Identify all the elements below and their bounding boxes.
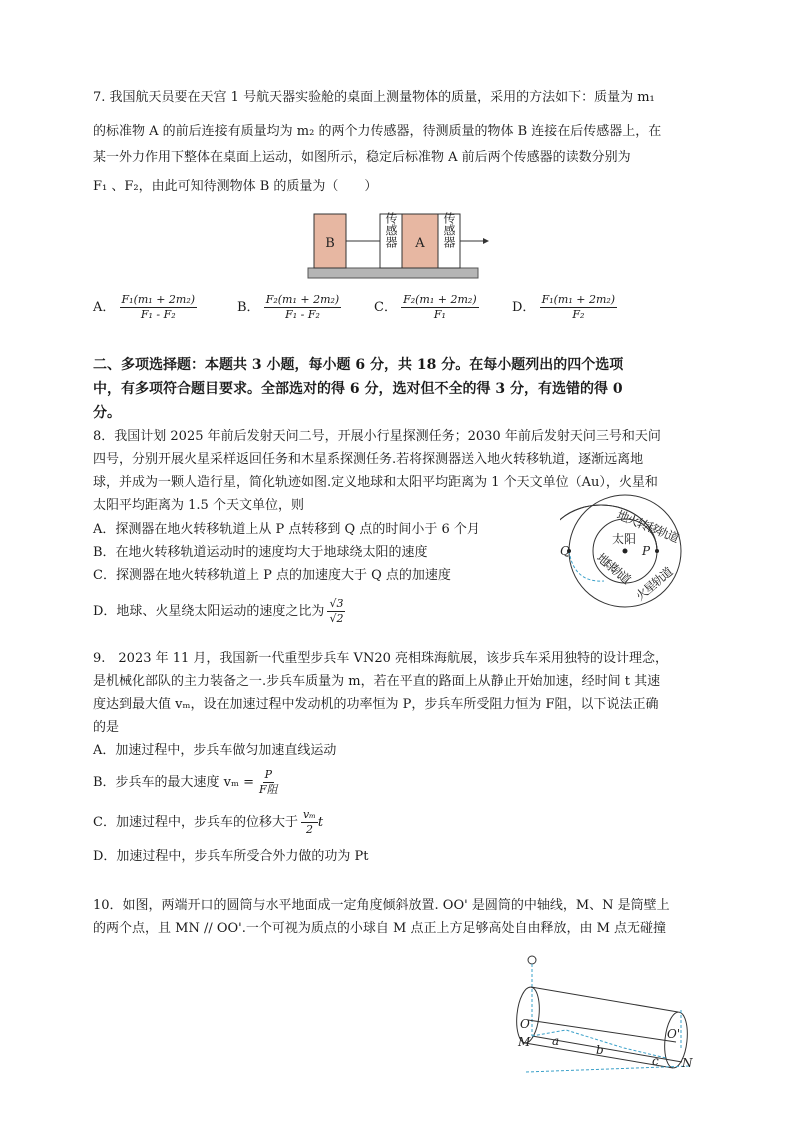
q9-option-b[interactable] [93, 768, 280, 797]
q7-option-d-denominator: F₂ [572, 308, 585, 321]
q7-line-2: 的标准物 A 的前后连接有质量均为 m₂ 的两个力传感器，待测质量的物体 B 连接在后传感器上，在 [93, 124, 662, 139]
q7-option-a-fraction [120, 293, 198, 322]
q7-sensor-diagram [300, 208, 490, 284]
q7-line-4: F₁ 、F₂，由此可知待测物体 B 的质量为（ ） [93, 179, 378, 194]
q8-option-d-denominator: √2 [329, 612, 344, 625]
q8-option-d-fraction [327, 597, 345, 626]
q10-cylinder-diagram [506, 950, 702, 1080]
label-m: M [518, 1035, 531, 1049]
q7-line-1: 7. 我国航天员要在天宫 1 号航天器实验舱的桌面上测量物体的质量，采用的方法如下：质量为 m₁ [93, 90, 655, 105]
section2-heading-line-2: 中，有多项符合题目要求。全部选对的得 6 分，选对但不全的得 3 分，有选错的得 0 [93, 381, 623, 397]
label-a: a [552, 1034, 560, 1048]
front-sensor-label: 传感器 [442, 212, 456, 248]
q8-option-b[interactable]: B．在地火转移轨道运动时的速度均大于地球绕太阳的速度 [93, 545, 428, 560]
point-p-label: P [642, 544, 651, 558]
q8-option-d[interactable] [93, 597, 345, 626]
q7-option-a-denominator: F₁ - F₂ [140, 308, 176, 321]
q7-line-3: 某一外力作用下整体在桌面上运动，如图所示，稳定后标准物 A 前后两个传感器的读数分别为 [93, 150, 631, 165]
q9-option-a[interactable]: A．加速过程中，步兵车做匀加速直线运动 [93, 743, 337, 758]
label-o-prime: O' [667, 1027, 681, 1041]
q10-line-2: 的两个点，且 MN // OO'.一个可视为质点的小球自 M 点正上方足够高处自由释放，由 M 点无碰撞 [93, 921, 667, 936]
q7-option-a-label: A． [93, 300, 116, 315]
q9-option-c-denominator: 2 [305, 823, 313, 836]
force-arrow-icon [483, 238, 489, 244]
q8-option-a[interactable]: A．探测器在地火转移轨道上从 P 点转移到 Q 点的时间小于 6 个月 [93, 522, 480, 537]
q9-option-b-numerator: P [264, 768, 273, 781]
q7-option-d-label: D． [512, 300, 536, 315]
q8-line-4: 太阳平均距离为 1.5 个天文单位，则 [93, 498, 304, 513]
ground-dashed [526, 1066, 691, 1072]
q7-option-d[interactable] [512, 293, 617, 322]
q7-option-b-denominator: F₁ - F₂ [285, 308, 320, 321]
q7-option-b[interactable] [237, 293, 341, 322]
q7-option-c-fraction [401, 293, 479, 322]
point-q-label: Q [560, 544, 570, 558]
q7-option-a[interactable] [93, 293, 197, 322]
q8-option-d-numerator: √3 [329, 597, 344, 610]
q9-option-b-fraction [257, 768, 280, 797]
q9-option-c-fraction [301, 808, 318, 837]
label-c: c [652, 1054, 659, 1068]
rear-sensor-label: 传感器 [384, 212, 398, 248]
q8-line-3: 球，并成为一颗人造行星，简化轨迹如图.定义地球和太阳平均距离为 1 个天文单位（Au），火星和 [93, 475, 658, 490]
q7-option-c-numerator: F₂(m₁ + 2m₂) [403, 293, 477, 306]
q7-option-c-denominator: F₁ [433, 308, 446, 321]
q8-orbit-diagram [560, 493, 700, 621]
q7-option-a-numerator: F₁(m₁ + 2m₂) [121, 293, 196, 306]
block-a-label: A [415, 236, 425, 251]
sun-label: 太阳 [612, 532, 637, 546]
q9-option-c-text: C．加速过程中，步兵车的位移大于 [93, 814, 298, 830]
q7-option-d-numerator: F₁(m₁ + 2m₂) [541, 293, 616, 306]
q8-line-1: 8．我国计划 2025 年前后发射天问二号，开展小行星探测任务；2030 年前后发射天问三号和天问 [93, 429, 661, 444]
q7-option-b-fraction [264, 293, 342, 322]
block-b-label: B [325, 236, 335, 251]
q9-line-1: 9. 2023 年 11 月，我国新一代重型步兵车 VN20 亮相珠海航展，该步兵车采用独特的设计理念， [93, 651, 668, 666]
transfer-orbit-label: 地火转移轨道 [614, 507, 682, 546]
label-o: O [520, 1017, 530, 1031]
q9-option-c-numerator: vₘ [302, 808, 316, 821]
section2-heading-line-1: 二、多项选择题：本题共 3 小题，每小题 6 分，共 18 分。在每小题列出的四个选项 [93, 357, 624, 373]
sun-dot [623, 549, 628, 554]
point-p-dot [655, 549, 659, 553]
q7-option-c-label: C． [374, 300, 397, 315]
q9-line-4: 的是 [93, 720, 120, 735]
label-n: N [682, 1056, 693, 1070]
q8-option-d-text: D．地球、火星绕太阳运动的速度之比为 [93, 603, 325, 619]
cylinder-top-edge [531, 987, 678, 1012]
ball-icon [528, 956, 536, 964]
q7-option-b-numerator: F₂(m₁ + 2m₂) [265, 293, 340, 306]
q8-line-2: 四号，分别开展火星采样返回任务和木星系探测任务.若将探测器送入地火转移轨道，逐渐远离地 [93, 452, 644, 467]
mars-orbit-label: 火星轨道 [632, 564, 676, 604]
section2-heading-line-3: 分。 [93, 405, 121, 421]
label-b: b [596, 1043, 604, 1057]
q10-line-1: 10．如图，两端开口的圆筒与水平地面成一定角度倾斜放置. OO' 是圆筒的中轴线，M、N 是筒壁上 [93, 898, 670, 913]
q8-option-c[interactable]: C．探测器在地火转移轨道上 P 点的加速度大于 Q 点的加速度 [93, 568, 451, 583]
table-surface [308, 268, 478, 278]
earth-orbit-label: 地球轨道 [594, 550, 634, 588]
q9-line-2: 是机械化部队的主力装备之一.步兵车质量为 m，若在平直的路面上从静止开始加速，经时间 t 其速 [93, 674, 661, 689]
q9-option-c-suffix: t [317, 814, 324, 830]
q9-line-3: 度达到最大值 vₘ，设在加速过程中发动机的功率恒为 P，步兵车所受阻力恒为 F阻，以下说法正确 [93, 697, 659, 712]
q9-option-b-denominator: F阻 [259, 783, 278, 796]
q9-option-c[interactable] [93, 808, 323, 837]
q7-option-b-label: B． [237, 300, 260, 315]
q7-option-d-fraction [540, 293, 618, 322]
q9-option-b-text: B．步兵车的最大速度 vₘ = [93, 774, 255, 790]
q9-option-d[interactable]: D．加速过程中，步兵车所受合外力做的功为 Pt [93, 849, 369, 864]
q7-option-c[interactable] [374, 293, 479, 322]
